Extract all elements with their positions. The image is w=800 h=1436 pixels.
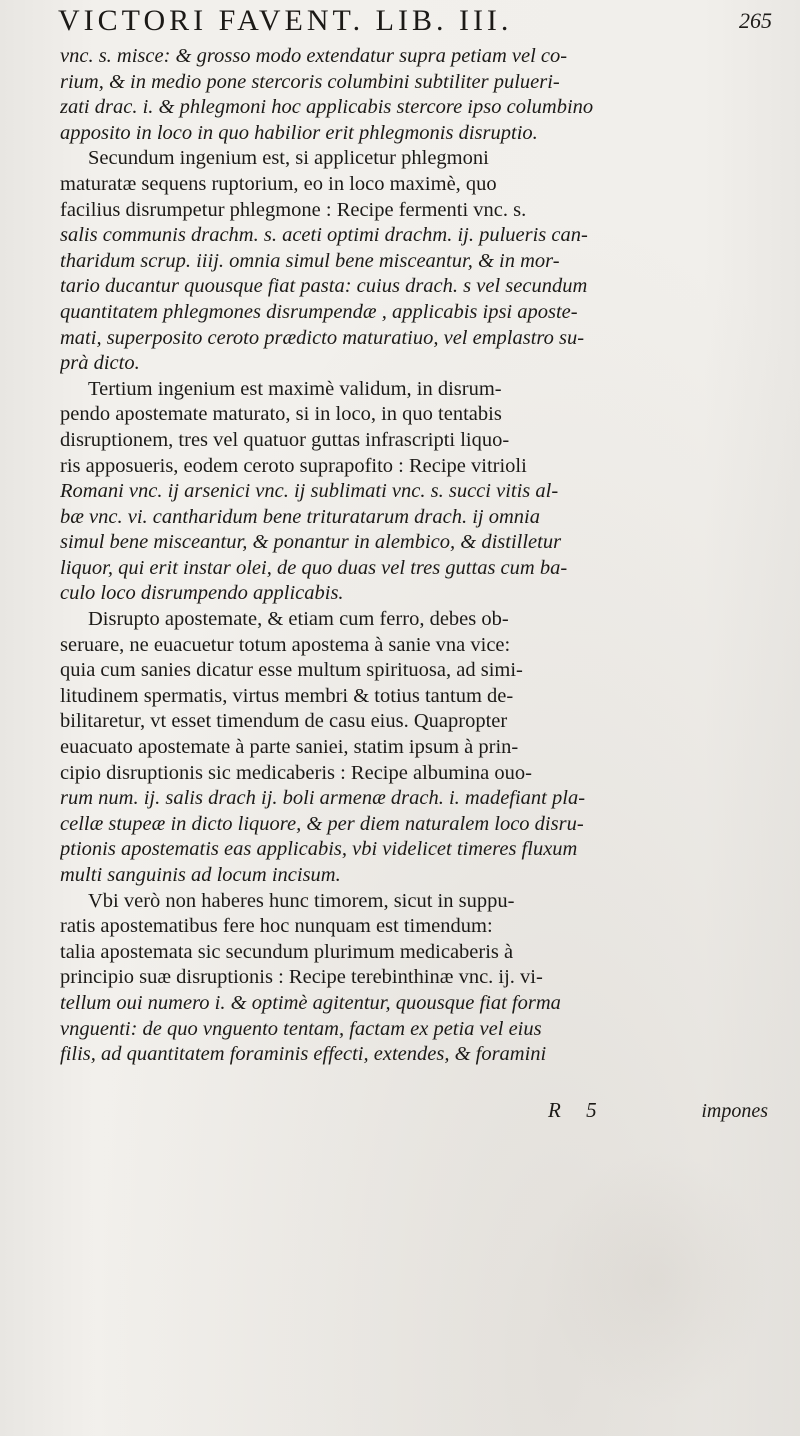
text-line: liquor, qui erit instar olei, de quo duas vel tres guttas cum ba- [60, 556, 568, 579]
paragraph [60, 889, 770, 1068]
running-head: VICTORI FAVENT. LIB. III. [58, 4, 513, 37]
text-line: simul bene misceantur, & ponantur in alembico, & distilletur [60, 531, 562, 554]
text-line: tario ducantur quousque fiat pasta: cuius drach. s vel secundum [60, 275, 588, 298]
text-line: filis, ad quantitatem foraminis effecti, extendes, & foramini [60, 1043, 547, 1066]
text-line: salis communis drachm. s. aceti optimi drachm. ij. pulueris can- [60, 224, 588, 247]
text-line: disruptionem, tres vel quatuor guttas infrascripti liquo- [60, 428, 510, 451]
text-line: maturatæ sequens ruptorium, eo in loco maximè, quo [60, 172, 497, 195]
page-footer [548, 1098, 768, 1126]
text-line: mati, superposito ceroto prædicto maturatiuo, vel emplastro su- [60, 326, 585, 349]
text-line: facilius disrumpetur phlegmone : Recipe fermenti vnc. s. [60, 198, 527, 221]
text-line: Tertium ingenium est maximè validum, in disrum- [88, 377, 502, 400]
page-number: 265 [739, 8, 772, 33]
text-line: Vbi verò non haberes hunc timorem, sicut in suppu- [88, 889, 515, 912]
paper-stain [540, 1150, 770, 1410]
paragraph [60, 607, 770, 889]
text-line: tellum oui numero i. & optimè agitentur, quousque fiat forma [60, 991, 561, 1014]
text-line: bæ vnc. vi. cantharidum bene trituratarum drach. ij omnia [60, 505, 540, 528]
text-line: culo loco disrumpendo applicabis. [60, 582, 344, 605]
text-line: ratis apostematibus fere hoc nunquam est timendum: [60, 915, 493, 938]
paragraph [60, 146, 770, 376]
signature-mark: R 5 [548, 1098, 607, 1122]
text-line: ptionis apostematis eas applicabis, vbi videlicet timeres fluxum [60, 838, 578, 861]
text-line: vnc. s. misce: & grosso modo extendatur supra petiam vel co- [60, 45, 568, 67]
text-line: cellæ stupeæ in dicto liquore, & per diem naturalem loco disru- [60, 812, 584, 835]
text-line: multi sanguinis ad locum incisum. [60, 864, 341, 886]
catchword: impones [701, 1100, 768, 1122]
text-line: seruare, ne euacuetur totum apostema à sanie vna vice: [60, 633, 511, 656]
text-line: ris apposueris, eodem ceroto suprapofito : Recipe vitrioli [60, 454, 527, 477]
paragraph [60, 44, 770, 146]
text-line: tharidum scrup. iiij. omnia simul bene misceantur, & in mor- [60, 249, 560, 272]
text-line: talia apostemata sic secundum plurimum medicaberis à [60, 940, 514, 963]
page-header [28, 4, 788, 40]
text-line: litudinem spermatis, virtus membri & totius tantum de- [60, 684, 514, 707]
text-line: apposito in loco in quo habilior erit phlegmonis disruptio. [60, 121, 538, 144]
text-line: zati drac. i. & phlegmoni hoc applicabis stercore ipso columbino [60, 96, 594, 119]
paragraph [60, 377, 770, 607]
text-line: pendo apostemate maturato, si in loco, in quo tentabis [60, 403, 502, 426]
text-line: rum num. ij. salis drach ij. boli armenæ drach. i. madefiant pla- [60, 787, 586, 810]
text-line: prà dicto. [60, 352, 140, 375]
text-line: principio suæ disruptionis : Recipe terebinthinæ vnc. ij. vi- [60, 966, 543, 989]
text-line: Romani vnc. ij arsenici vnc. ij sublimati vnc. s. succi vitis al- [60, 480, 559, 503]
text-line: cipio disruptionis sic medicaberis : Recipe albumina ouo- [60, 761, 532, 784]
text-line: quia cum sanies dicatur esse multum spirituosa, ad simi- [60, 659, 523, 682]
body-text [60, 44, 770, 1068]
text-line: Disrupto apostemate, & etiam cum ferro, debes ob- [88, 608, 509, 631]
text-line: Secundum ingenium est, si applicetur phlegmoni [88, 147, 489, 170]
text-line: euacuato apostemate à parte saniei, statim ipsum à prin- [60, 736, 519, 759]
text-line: vnguenti: de quo vnguento tentam, factam ex petia vel eius [60, 1017, 542, 1040]
text-line: rium, & in medio pone stercoris columbini subtiliter pulueri- [60, 70, 560, 93]
text-line: quantitatem phlegmones disrumpendæ , applicabis ipsi aposte- [60, 300, 578, 323]
text-line: bilitaretur, vt esset timendum de casu eius. Quapropter [60, 710, 508, 733]
